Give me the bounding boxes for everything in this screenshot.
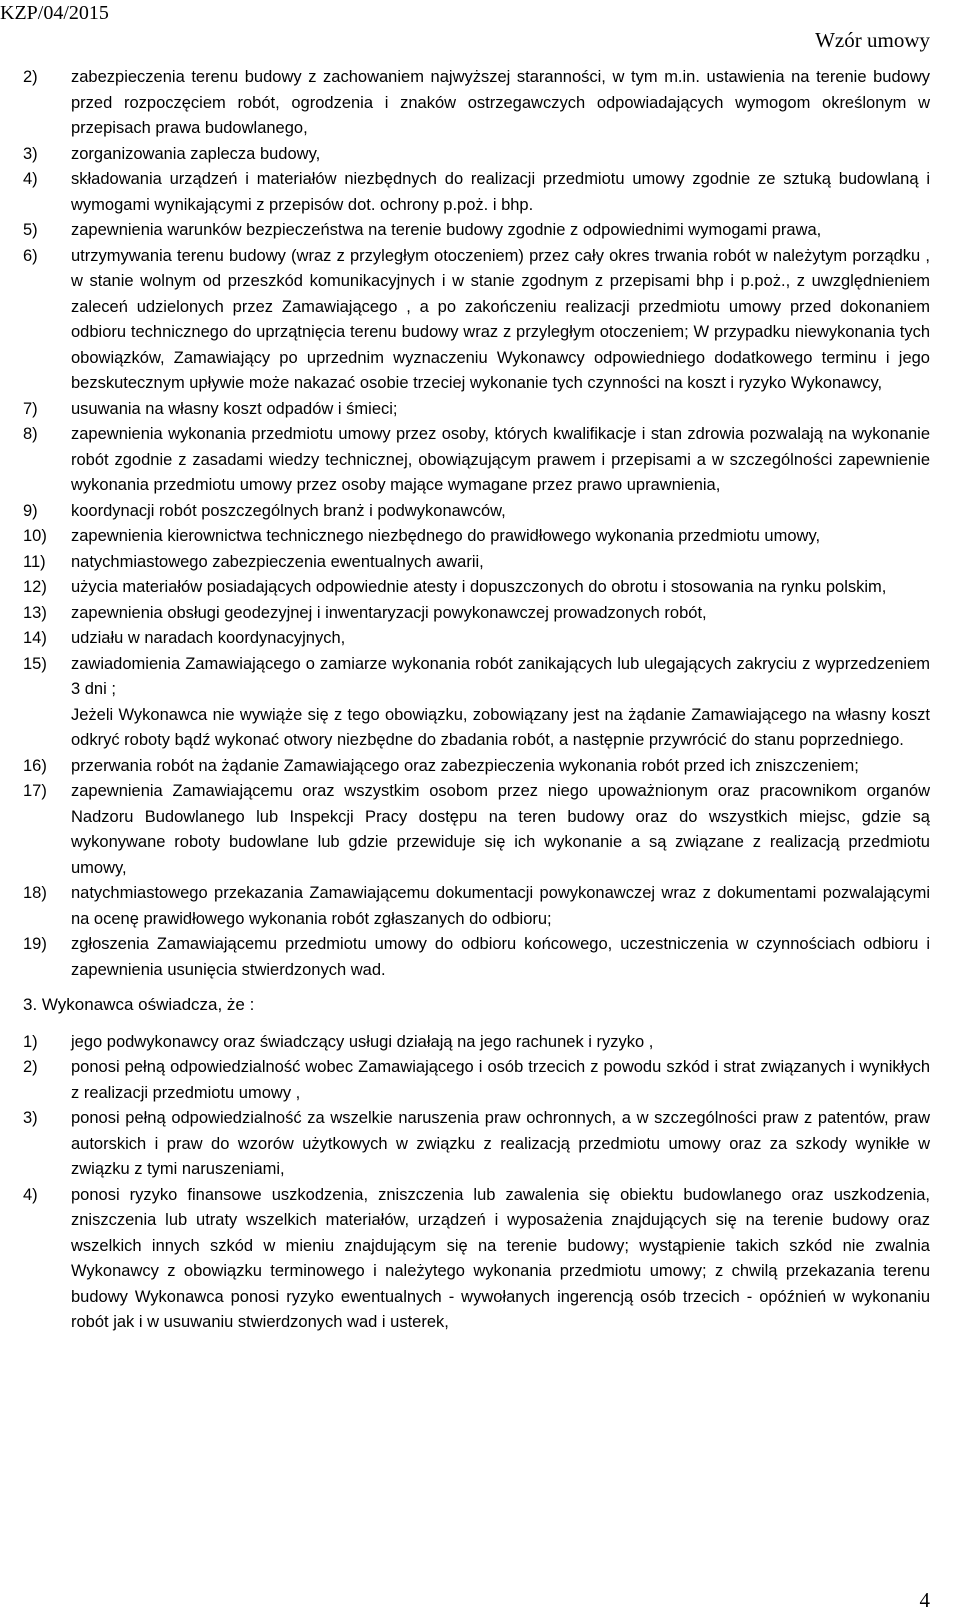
list-item [23, 550, 930, 576]
item-number: 3) [23, 1109, 38, 1127]
document-body [23, 65, 930, 1336]
item-number: 18) [23, 884, 47, 902]
list-item [23, 244, 930, 397]
list-item [23, 575, 930, 601]
item-text: zapewnienia kierownictwa technicznego niezbędnego do prawidłowego wykonania przedmiotu umowy, [71, 527, 821, 545]
item-text: koordynacji robót poszczególnych branż i podwykonawców, [71, 501, 506, 520]
item-number: 11) [23, 552, 46, 571]
item-text: zapewnienia wykonania przedmiotu umowy przez osoby, których kwalifikacje i stan zdrowia pozwalają na wykonanie robót zgodnie z zasadami wiedzy technicznej, obowiązującym prawem i przepisami a w szczególności zapewnienie wykonania przedmiotu umowy przez osoby mające wymagane przez prawo uprawnienia, [71, 425, 930, 494]
list-item [23, 499, 930, 525]
list-item [23, 524, 930, 550]
list-item [23, 1030, 930, 1056]
list-item [23, 422, 930, 499]
item-number: 8) [23, 425, 38, 443]
item-text: przerwania robót na żądanie Zamawiającego oraz zabezpieczenia wykonania robót przed ich zniszczeniem; [71, 756, 859, 775]
item-number: 1) [23, 1032, 38, 1051]
item-number: 13) [23, 603, 47, 622]
item-text: zapewnienia warunków bezpieczeństwa na terenie budowy zgodnie z odpowiednimi wymogami prawa, [71, 221, 822, 239]
item-text: zapewnienia obsługi geodezyjnej i inwentaryzacji powykonawczej prowadzonych robót, [71, 603, 707, 622]
list-item [23, 65, 930, 142]
obligations-list [23, 65, 930, 983]
item-number: 2) [23, 1058, 38, 1076]
page-number: 4 [919, 1588, 930, 1612]
document-type-label: Wzór umowy [815, 28, 930, 52]
item-number [23, 703, 71, 754]
item-number: 2) [23, 68, 38, 86]
item-number: 6) [23, 246, 38, 265]
item-number: 7) [23, 399, 38, 418]
list-item [23, 218, 930, 244]
item-number: 4) [23, 170, 38, 188]
item-number: 15) [23, 654, 47, 673]
list-item [23, 932, 930, 983]
list-item [23, 626, 930, 652]
item-number: 12) [23, 578, 47, 596]
item-number: 16) [23, 756, 47, 775]
item-number: 5) [23, 221, 38, 239]
document-id: KZP/04/2015 [0, 2, 109, 24]
list-item [23, 1106, 930, 1183]
item-text: udziału w naradach koordynacyjnych, [71, 629, 346, 647]
item-text: utrzymywania terenu budowy (wraz z przyległym otoczeniem) przez cały okres trwania robót w należytym porządku , w stanie wolnym od przeszkód komunikacyjnych i w stanie zgodnym z przepisami bhp i p.poż., z uwzględnieniem zaleceń udzielonych przez Zamawiającego , a po zakończeniu realizacji przedmiotu umowy przed dokonaniem odbioru technicznego do uprzątnięcia terenu budowy wraz z przyległym otoczeniem; W przypadku niewykonania tych obowiązków, Zamawiający po uprzednim wyznaczeniu Wykonawcy odpowiedniego dodatkowego terminu i jego bezskutecznym upływie może nakazać osobie trzeciej wykonanie tych czynności na koszt i ryzyko Wykonawcy, [71, 246, 930, 392]
item-text: ponosi ryzyko finansowe uszkodzenia, zniszczenia lub zawalenia się obiektu budowlanego oraz uszkodzenia, zniszczenia lub utraty wszelkich materiałów, urządzeń i wyposażenia znajdujących się na terenie budowy oraz wszelkich innych szkód w mieniu znajdującym się na terenie budowy; wystąpienie takich szkód nie zwalnia Wykonawcy z obowiązku terminowego i należytego wykonania przedmiotu umowy; z chwilą przekazania terenu budowy Wykonawca ponosi ryzyko ewentualnych - wywołanych ingerencją osób trzecich - opóźnień w wykonaniu robót jak i w usuwaniu stwierdzonych wad i usterek, [71, 1185, 930, 1331]
item-number: 14) [23, 629, 47, 647]
list-item [23, 601, 930, 627]
item-number: 17) [23, 782, 47, 800]
item-number: 4) [23, 1185, 38, 1204]
section-3-heading: 3. Wykonawca oświadcza, że : [23, 995, 255, 1014]
item-text: natychmiastowego zabezpieczenia ewentualnych awarii, [71, 552, 484, 571]
item-text: zabezpieczenia terenu budowy z zachowaniem najwyższej staranności, w tym m.in. ustawienia na terenie budowy przed rozpoczęciem robót, ogrodzenia i znaków ostrzegawczych odpowiadających wymogom określonym w przepisach prawa budowlanego, [71, 68, 930, 137]
list-item [23, 754, 930, 780]
list-item [23, 881, 930, 932]
list-item [23, 1055, 930, 1106]
item-text: zorganizowania zaplecza budowy, [71, 144, 321, 163]
item-number: 10) [23, 527, 47, 545]
item-text: natychmiastowego przekazania Zamawiającemu dokumentacji powykonawczej wraz z dokumentami pozwalającymi na ocenę prawidłowego wykonania robót zgłaszanych do odbioru; [71, 884, 930, 928]
list-item [23, 652, 930, 703]
list-item [23, 397, 930, 423]
list-item [23, 1183, 930, 1336]
item-number: 19) [23, 935, 47, 953]
item-text: usuwania na własny koszt odpadów i śmieci; [71, 399, 398, 418]
contractor-declarations-list [23, 1030, 930, 1336]
item-text: ponosi pełną odpowiedzialność za wszelkie naruszenia praw ochronnych, a w szczególności praw z patentów, praw autorskich i praw do wzorów użytkowych w związku z realizacją przedmiotu umowy oraz za szkody wynikłe w związku z tymi naruszeniami, [71, 1109, 930, 1178]
item-number: 3) [23, 144, 38, 163]
item-text: Jeżeli Wykonawca nie wywiąże się z tego obowiązku, zobowiązany jest na żądanie Zamawiającego na własny koszt odkryć roboty bądź wykonać otwory niezbędne do zbadania robót, a następnie przywrócić do stanu poprzedniego. [71, 705, 930, 749]
item-text: jego podwykonawcy oraz świadczący usługi działają na jego rachunek i ryzyko , [71, 1032, 654, 1051]
item-text: ponosi pełną odpowiedzialność wobec Zamawiającego i osób trzecich z powodu szkód i strat związanych i wynikłych z realizacji przedmiotu umowy , [71, 1058, 930, 1102]
item-text: zawiadomienia Zamawiającego o zamiarze wykonania robót zanikających lub ulegających zakryciu z wyprzedzeniem 3 dni ; [71, 654, 930, 698]
item-text: zapewnienia Zamawiającemu oraz wszystkim osobom przez niego upoważnionym oraz pracownikom organów Nadzoru Budowlanego lub Inspekcji Pracy dostępu na teren budowy oraz do wszystkich miejsc, gdzie są wykonywane roboty budowlane lub gdzie przewiduje się ich wykonanie a są związane z realizacją przedmiotu umowy, [71, 782, 930, 877]
list-item [23, 142, 930, 168]
item-number: 9) [23, 501, 38, 520]
item-text: użycia materiałów posiadających odpowiednie atesty i dopuszczonych do obrotu i stosowania na rynku polskim, [71, 578, 887, 596]
list-item [23, 167, 930, 218]
item-text: zgłoszenia Zamawiającemu przedmiotu umowy do odbioru końcowego, uczestniczenia w czynnościach odbioru i zapewnienia usunięcia stwierdzonych wad. [71, 935, 930, 979]
list-item [23, 703, 930, 754]
item-text: składowania urządzeń i materiałów niezbędnych do realizacji przedmiotu umowy zgodnie ze sztuką budowlaną i wymogami wynikającymi z przepisów dot. ochrony p.poż. i bhp. [71, 170, 930, 214]
list-item [23, 779, 930, 881]
